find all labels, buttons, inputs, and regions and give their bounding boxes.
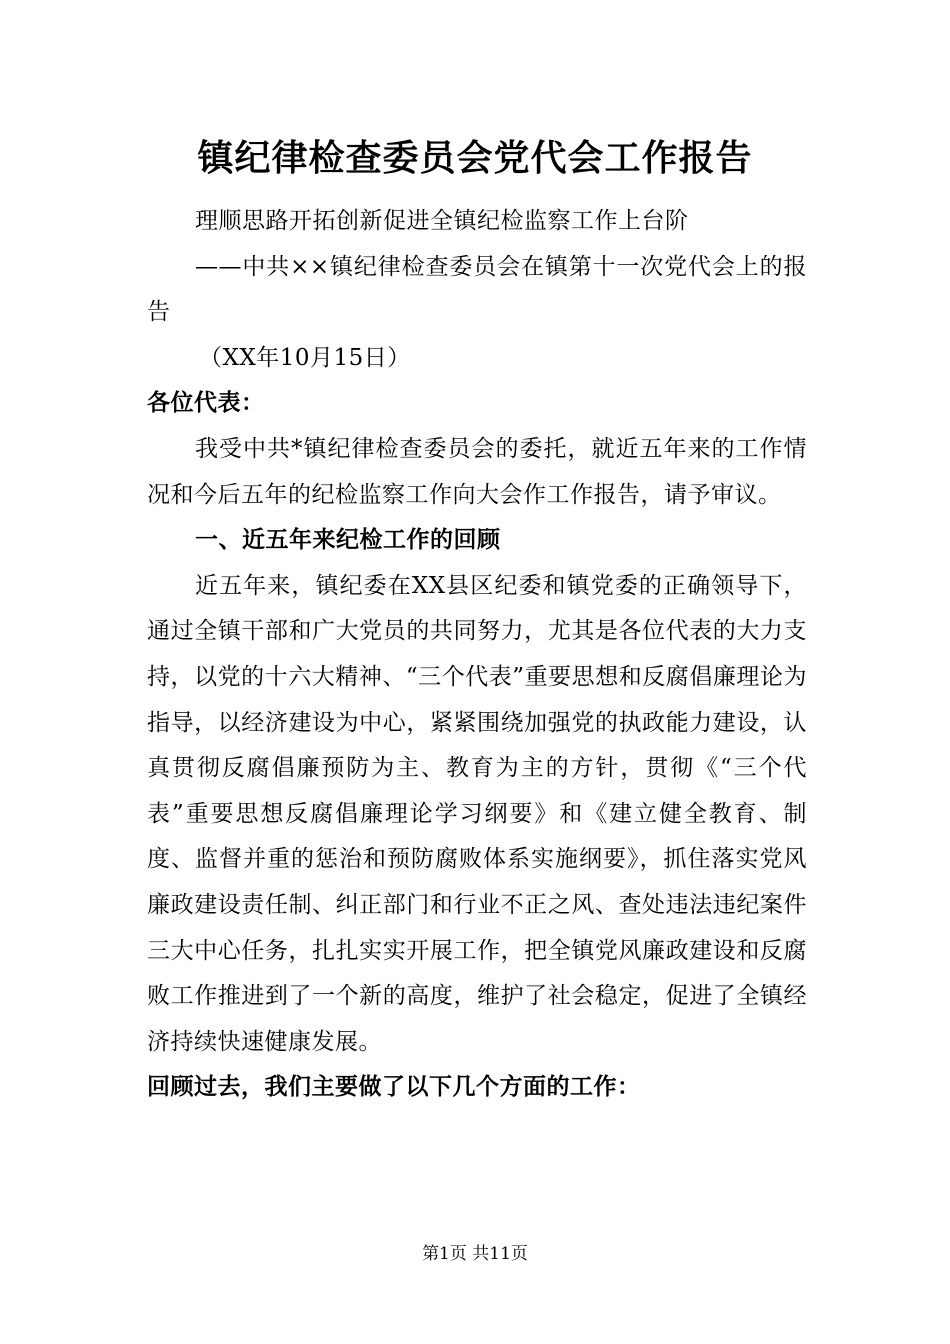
section-paragraph: 近五年来，镇纪委在XX县区纪委和镇党委的正确领导下，通过全镇干部和广大党员的共同努力，尤其是各位代表的大力支持，以党的十六大精神、“三个代表”重要思想和反腐倡廉理论为指导，以经济建设为中心，紧紧围绕加强党的执政能力建设，认真贯彻反腐倡廉预防为主、教育为主的方针，贯彻《“三个代表”重要思想反腐倡廉理论学习纲要》和《建立健全教育、制度、监督并重的惩治和预防腐败体系实施纲要》，抓住落实党风廉政建设责任制、纠正部门和行业不正之风、查处违法违纪案件三大中心任务，扎扎实实开展工作，把全镇党风廉政建设和反腐败工作推进到了一个新的高度，维护了社会稳定，促进了全镇经济持续快速健康发展。: [147, 572, 807, 1055]
salutation: 各位代表：: [147, 390, 265, 417]
review-lead: 回顾过去，我们主要做了以下几个方面的工作：: [147, 1074, 641, 1101]
document-body: [147, 199, 807, 1111]
intro-paragraph: 我受中共*镇纪律检查委员会的委托，就近五年来的工作情况和今后五年的纪检监察工作向大会作工作报告，请予审议。: [147, 435, 807, 508]
page-footer: 第1页 共11页: [422, 1244, 528, 1264]
document-title: 镇纪律检查委员会党代会工作报告: [197, 137, 753, 179]
section-heading: 一、近五年来纪检工作的回顾: [195, 527, 501, 554]
subtitle-attribution: ——中共××镇纪律检查委员会在镇第十一次党代会上的报告: [147, 253, 807, 326]
subtitle: 理顺思路开拓创新促进全镇纪检监察工作上台阶: [195, 208, 689, 234]
report-date: （XX年10月15日）: [199, 344, 411, 371]
